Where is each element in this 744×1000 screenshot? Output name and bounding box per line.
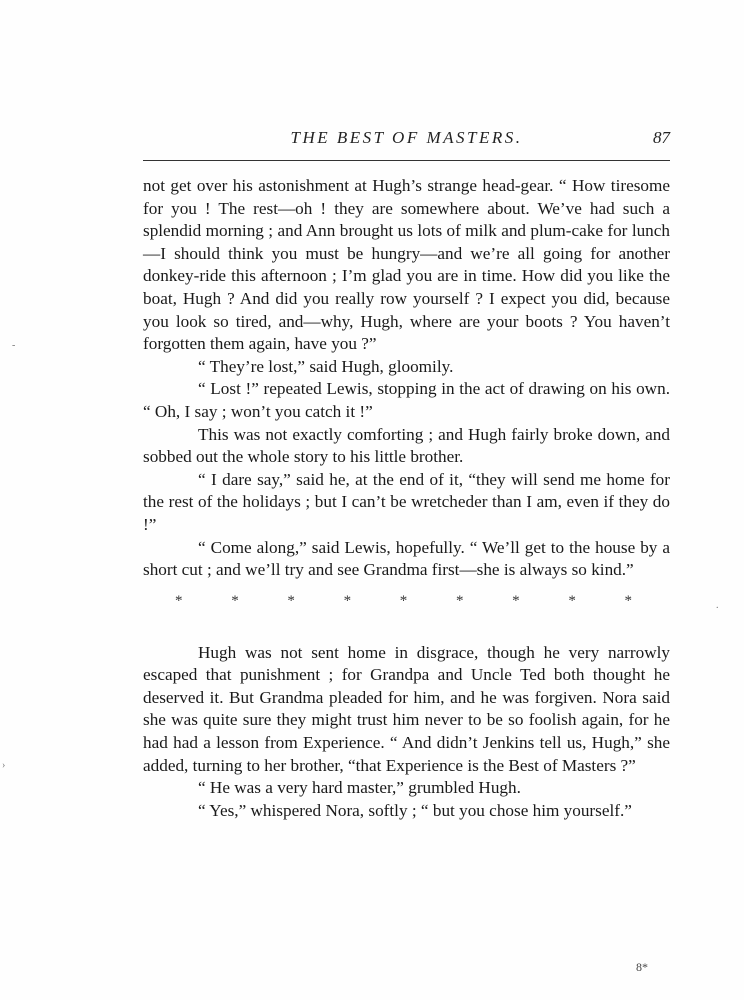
section-break-star: * — [512, 592, 520, 609]
paragraph: “ Yes,” whispered Nora, softly ; “ but you chose him yourself.” — [198, 800, 632, 820]
section-break-star: * — [343, 592, 352, 609]
paragraph: not get over his astonishment at Hugh’s strange head-gear. “ How tiresome for you ! The rest—oh ! they are somewhere about. We’ve had such a splendid morning ; and Ann brought us lots of milk and plum-cake for lunch—I should think you must be hungry—and we’re all going for another donkey-ride this afternoon ; I’m glad you are in time. How did you like the boat, Hugh ? And did you really row yourself ? I expect you did, because you look so tired, and—why, Hugh, where are your boots ? You haven’t forgotten them again, have you ?” — [143, 176, 670, 354]
paragraph: “ Come along,” said Lewis, hopefully. “ We’ll get to the house by a short cut ; and we’ll try and see Grandma first—she is always so kind.” — [143, 537, 670, 580]
paper-speck: - — [12, 340, 16, 351]
section-break-star: * — [175, 592, 183, 609]
running-head — [143, 128, 670, 154]
section-break-star: * — [568, 592, 576, 609]
running-title: THE BEST OF MASTERS. — [290, 128, 523, 147]
body-text — [143, 175, 670, 822]
section-break-star: * — [455, 592, 464, 609]
paragraph: “ I dare say,” said he, at the end of it, “they will send me home for the rest of the holidays ; but I can’t be wretcheder than I am, even if they do !” — [143, 469, 670, 534]
paragraph: “ He was a very hard master,” grumbled Hugh. — [198, 778, 521, 798]
page-number: 87 — [653, 128, 670, 147]
section-break-star: * — [231, 592, 239, 609]
section-break-star: * — [287, 592, 295, 609]
paragraph: Hugh was not sent home in disgrace, though he very narrowly escaped that punishment ; for Grandpa and Uncle Ted both thought he deserved it. But Grandma pleaded for him, and he was forgiven. Nora said she was quite sure they might trust him never to be so foolish again, for he had had a lesson from Experience. “ And didn’t Jenkins tell us, Hugh,” she added, turning to her brother, “that Experience is the Best of Masters ?” — [143, 642, 670, 775]
signature-mark: 8* — [636, 960, 648, 974]
section-break — [143, 590, 670, 612]
paper-speck: › — [2, 760, 6, 771]
paragraph: “ Lost !” repeated Lewis, stopping in the act of drawing on his own. “ Oh, I say ; won’t you catch it !” — [143, 379, 670, 421]
section-break-star: * — [624, 592, 632, 609]
header-rule — [143, 160, 670, 161]
paragraph: “ They’re lost,” said Hugh, gloomily. — [198, 356, 454, 376]
paragraph: This was not exactly comforting ; and Hugh fairly broke down, and sobbed out the whole story to his little brother. — [143, 424, 670, 467]
section-break-star: * — [399, 592, 408, 609]
paper-speck: . — [716, 600, 719, 611]
